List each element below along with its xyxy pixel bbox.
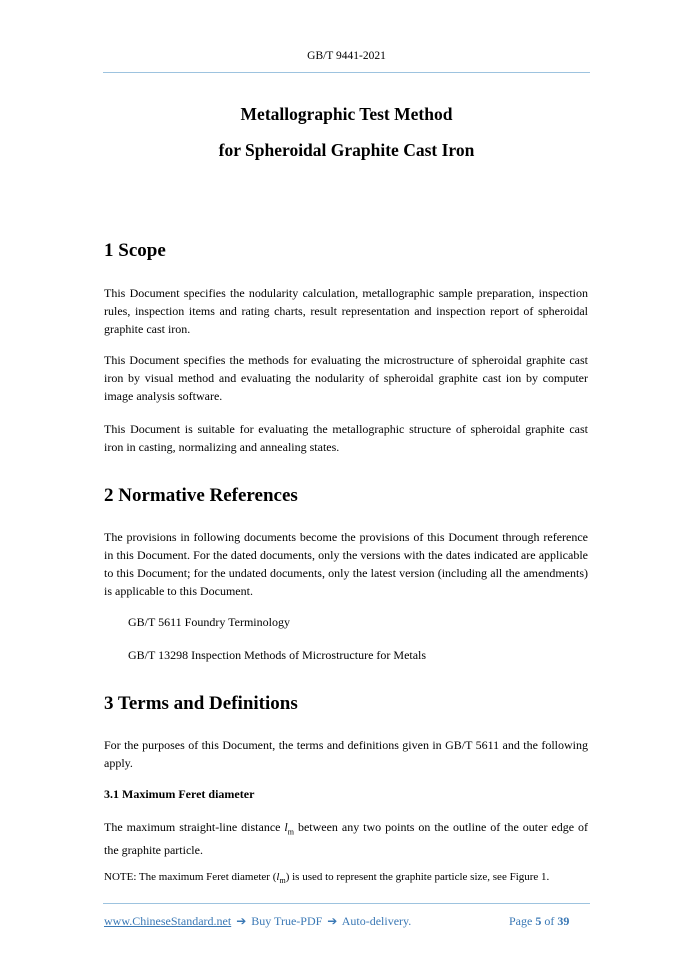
reference-item: GB/T 5611 Foundry Terminology	[128, 615, 290, 629]
note-text-end: ) is used to represent the graphite particle size, see Figure 1.	[285, 871, 550, 883]
term-note	[104, 871, 588, 885]
term-definition	[104, 818, 588, 859]
site-link[interactable]: www.ChineseStandard.net	[104, 914, 232, 928]
footer-divider	[103, 903, 590, 904]
page-total: 39	[557, 914, 570, 928]
term-heading: 3.1 Maximum Feret diameter	[104, 787, 255, 801]
footer-links	[104, 914, 411, 929]
terms-paragraph: For the purposes of this Document, the terms and definitions given in GB/T 5611 and the following apply.	[104, 738, 588, 770]
header-standard-number: GB/T 9441-2021	[307, 50, 386, 62]
definition-text-end: between any two points on the outline of the outer edge of the graphite particle.	[104, 820, 588, 858]
note-text-start: NOTE: The maximum Feret diameter (	[104, 871, 277, 883]
scope-paragraph-2: This Document specifies the methods for evaluating the microstructure of spheroidal graphite cast iron by visual method and evaluating the nodularity of spheroidal graphite cast ion by computer image analysis software.	[104, 353, 588, 403]
of-word: of	[544, 914, 555, 928]
note-symbol-subscript: m	[279, 876, 286, 886]
arrow-right-icon: ➔	[327, 914, 338, 928]
scope-paragraph-3: This Document is suitable for evaluating the metallographic structure of spheroidal graphite cast iron in casting, normalizing and annealing states.	[104, 422, 588, 454]
references-paragraph: The provisions in following documents become the provisions of this Document through reference in this Document. For the dated documents, only the versions with the dates indicated are applicable to this Document; for the undated documents, only the latest version (including all the amendments) is applicable to this Document.	[104, 530, 588, 598]
section-heading-normative-references: 2 Normative References	[104, 485, 298, 506]
section-heading-scope: 1 Scope	[104, 240, 166, 261]
header-divider	[103, 72, 590, 73]
doc-title-line1: Metallographic Test Method	[240, 104, 453, 124]
note-symbol-l: l	[276, 871, 280, 883]
auto-delivery-text: Auto-delivery.	[341, 914, 412, 928]
definition-text-start: The maximum straight-line distance	[104, 820, 285, 834]
section-heading-terms: 3 Terms and Definitions	[104, 693, 298, 714]
reference-item: GB/T 13298 Inspection Methods of Microstructure for Metals	[128, 648, 427, 662]
symbol-subscript: m	[287, 827, 294, 837]
scope-paragraph-1: This Document specifies the nodularity calculation, metallographic sample preparation, inspection rules, inspection items and rating charts, result representation and inspection report of spheroidal graphite cast iron.	[104, 286, 588, 336]
symbol-l: l	[284, 820, 288, 834]
arrow-right-icon: ➔	[236, 914, 247, 928]
page-number: 5	[535, 914, 542, 928]
doc-title-line2: for Spheroidal Graphite Cast Iron	[218, 140, 475, 160]
page-word: Page	[509, 914, 533, 928]
buy-true-pdf-link[interactable]: Buy True-PDF	[251, 914, 323, 928]
page-indicator	[509, 914, 569, 929]
